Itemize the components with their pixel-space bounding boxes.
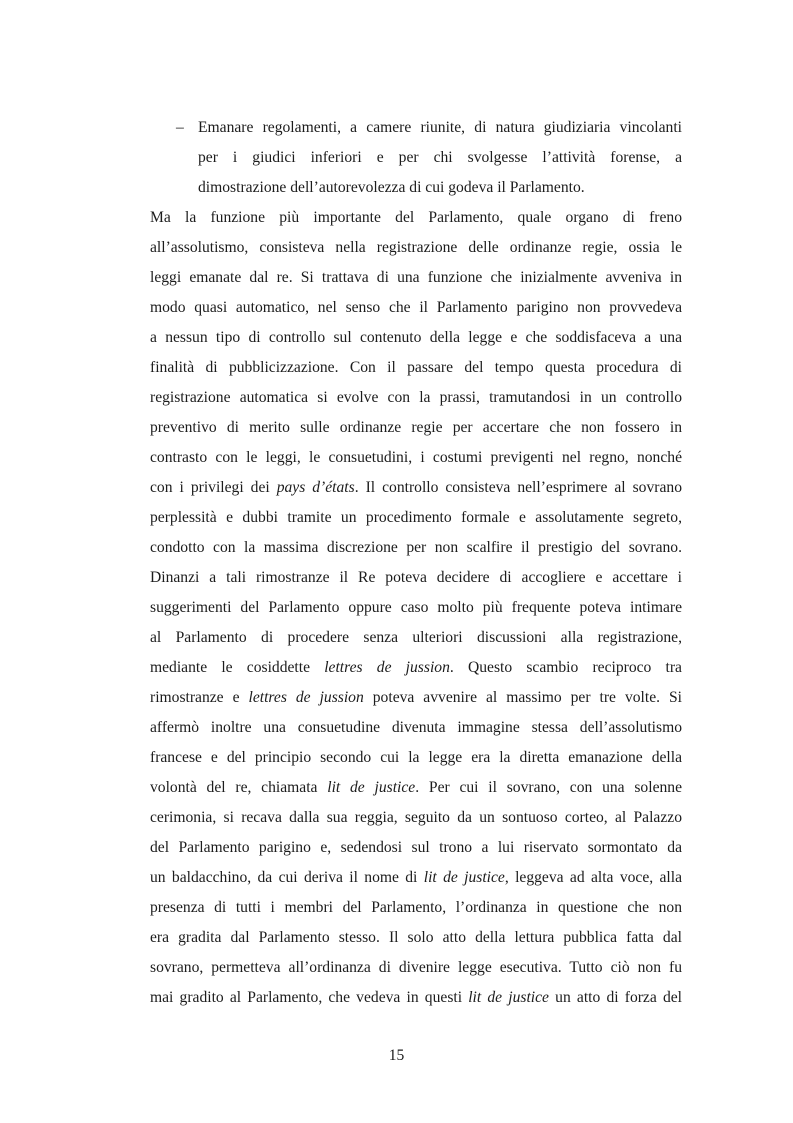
text-segment: sovrano, permetteva all’ordinanza di divenire legge esecutiva. Tutto ciò non fu	[150, 959, 682, 976]
text-segment: . Per cui il sovrano, con una solenne	[415, 779, 682, 796]
text-segment: un atto di forza del	[548, 989, 682, 1006]
italic-term: lit de justice	[327, 779, 416, 796]
paragraph-line	[150, 268, 682, 288]
text-segment: mediante le cosiddette	[150, 659, 325, 676]
text-segment: al Parlamento di procedere senza ulteriori discussioni alla registrazione,	[150, 629, 682, 646]
bullet-line	[198, 178, 682, 198]
text-segment: affermò inoltre una consuetudine divenuta immagine stessa dell’assolutismo	[150, 719, 682, 736]
text-segment: registrazione automatica si evolve con la prassi, tramutandosi in un controllo	[150, 389, 682, 406]
text-segment: . Il controllo consisteva nell’esprimere al sovrano	[354, 479, 682, 496]
text-segment: rimostranze e	[150, 689, 249, 706]
bullet-line	[198, 118, 682, 138]
paragraph-line	[150, 358, 682, 378]
text-segment: Dinanzi a tali rimostranze il Re poteva decidere di accogliere e accettare i	[150, 569, 682, 586]
text-segment: , leggeva ad alta voce, alla	[504, 869, 683, 886]
bullet-line	[198, 148, 682, 168]
paragraph-line	[150, 418, 682, 438]
paragraph-line	[150, 298, 682, 318]
italic-term: lettres de jussion	[248, 689, 364, 706]
bullet-dash-marker: –	[176, 119, 184, 136]
text-segment: presenza di tutti i membri del Parlamento, l’ordinanza in questione che non	[150, 899, 682, 916]
paragraph-line	[150, 658, 682, 678]
paragraph-line	[150, 628, 682, 648]
paragraph-line	[150, 688, 682, 708]
paragraph-line	[150, 448, 682, 468]
text-segment: dimostrazione dell’autorevolezza di cui godeva il Parlamento.	[198, 179, 585, 196]
paragraph-line	[150, 898, 682, 918]
text-segment: del Parlamento parigino e, sedendosi sul trono a lui riservato sormontato da	[150, 839, 682, 856]
paragraph-line	[150, 598, 682, 618]
paragraph-line	[150, 718, 682, 738]
text-segment: per i giudici inferiori e per chi svolgesse l’attività forense, a	[198, 149, 682, 166]
text-segment: cerimonia, si recava dalla sua reggia, seguito da un sontuoso corteo, al Palazzo	[150, 809, 682, 826]
paragraph-line	[150, 778, 682, 798]
text-segment: contrasto con le leggi, le consuetudini, i costumi previgenti nel regno, nonché	[150, 449, 682, 466]
italic-term: lit de justice	[468, 989, 549, 1006]
italic-term: lettres de jussion	[324, 659, 450, 676]
text-segment: all’assolutismo, consisteva nella registrazione delle ordinanze regie, ossia le	[150, 239, 682, 256]
text-segment: finalità di pubblicizzazione. Con il passare del tempo questa procedura di	[150, 359, 682, 376]
paragraph-line	[150, 208, 682, 228]
paragraph-line	[150, 928, 682, 948]
page-number: 15	[388, 1047, 405, 1064]
text-segment: preventivo di merito sulle ordinanze regie per accertare che non fossero in	[150, 419, 682, 436]
paragraph-line	[150, 838, 682, 858]
text-segment: francese e del principio secondo cui la legge era la diretta emanazione della	[150, 749, 682, 766]
text-segment: Emanare regolamenti, a camere riunite, di natura giudiziaria vincolanti	[198, 119, 682, 136]
paragraph-line	[150, 328, 682, 348]
paragraph-line	[150, 748, 682, 768]
paragraph-line	[150, 988, 682, 1008]
paragraph-line	[150, 958, 682, 978]
paragraph-line	[150, 388, 682, 408]
text-segment: a nessun tipo di controllo sul contenuto della legge e che soddisfaceva a una	[150, 329, 682, 346]
text-segment: modo quasi automatico, nel senso che il Parlamento parigino non provvedeva	[150, 299, 682, 316]
text-segment: . Questo scambio reciproco tra	[449, 659, 682, 676]
paragraph-line	[150, 538, 682, 558]
paragraph-line	[150, 568, 682, 588]
text-segment: mai gradito al Parlamento, che vedeva in questi	[150, 989, 469, 1006]
paragraph-line	[150, 478, 682, 498]
text-segment: condotto con la massima discrezione per non scalfire il prestigio del sovrano.	[150, 539, 682, 556]
paragraph-line	[150, 808, 682, 828]
italic-term: lit de justice	[423, 869, 505, 886]
text-segment: leggi emanate dal re. Si trattava di una funzione che inizialmente avveniva in	[150, 269, 682, 286]
text-segment: un baldacchino, da cui deriva il nome di	[150, 869, 424, 886]
text-segment: poteva avvenire al massimo per tre volte. Si	[363, 689, 683, 706]
text-segment: volontà del re, chiamata	[150, 779, 328, 796]
text-segment: era gradita dal Parlamento stesso. Il solo atto della lettura pubblica fatta dal	[150, 929, 682, 946]
text-segment: con i privilegi dei	[150, 479, 277, 496]
text-segment: suggerimenti del Parlamento oppure caso molto più frequente poteva intimare	[150, 599, 682, 616]
paragraph-line	[150, 238, 682, 258]
italic-term: pays d’états	[276, 479, 355, 496]
text-segment: perplessità e dubbi tramite un procedimento formale e assolutamente segreto,	[150, 509, 682, 526]
paragraph-line	[150, 868, 682, 888]
text-segment: Ma la funzione più importante del Parlamento, quale organo di freno	[150, 209, 682, 226]
paragraph-line	[150, 508, 682, 528]
